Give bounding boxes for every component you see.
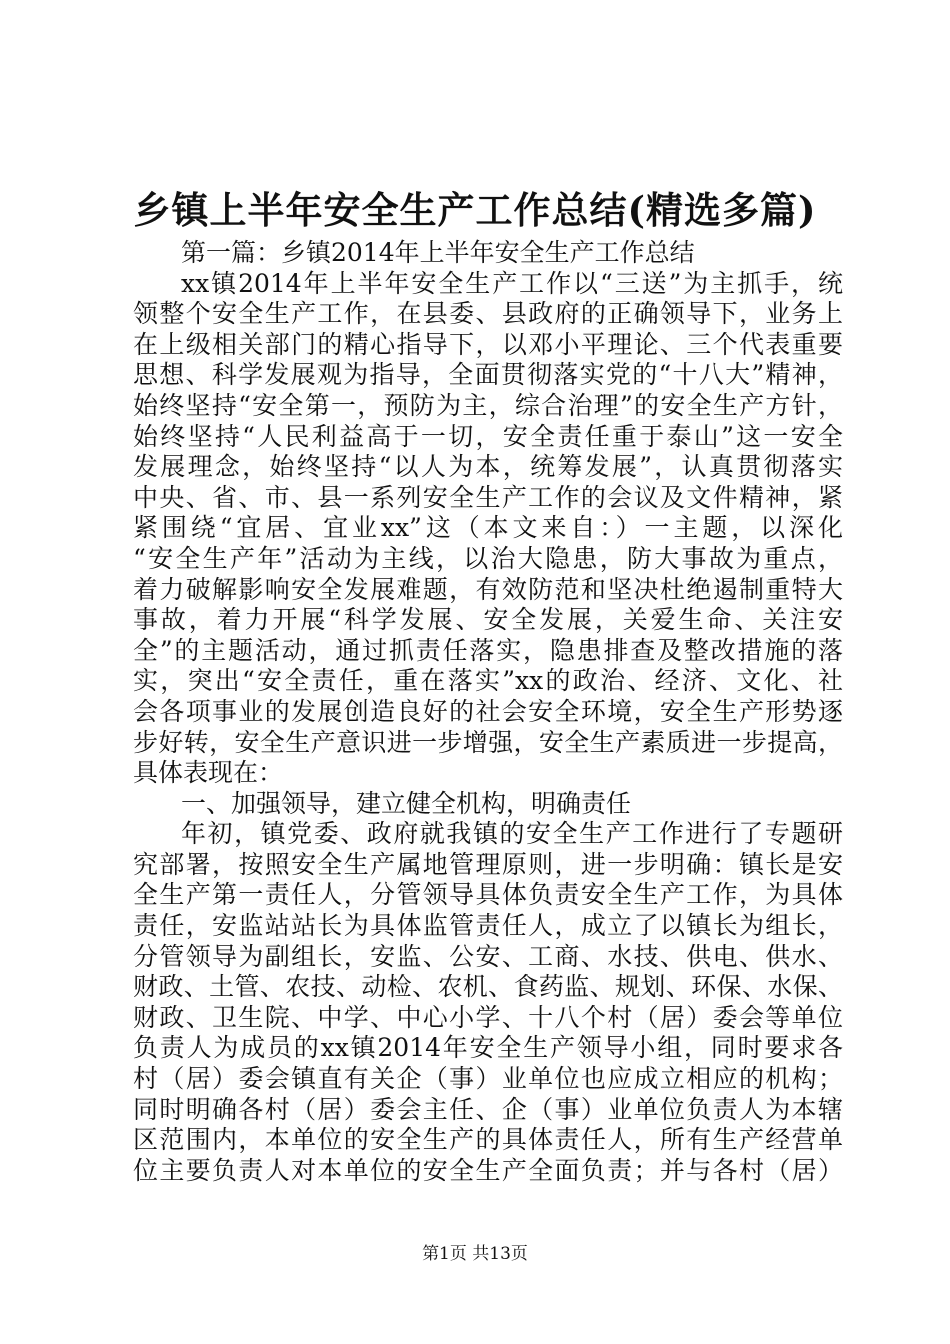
paragraph-line: 全生产第一责任人，分管领导具体负责安全生产工作，为具体 xyxy=(133,880,843,910)
paragraph-line: 分管领导为副组长，安监、公安、工商、水技、供电、供水、 xyxy=(133,941,843,971)
paragraph-line: 全”的主题活动，通过抓责任落实，隐患排查及整改措施的落 xyxy=(133,635,843,665)
paragraph-line: 发展理念，始终坚持“以人为本，统筹发展”，认真贯彻落实 xyxy=(133,452,843,482)
paragraph-line: xx镇2014年上半年安全生产工作以“三送”为主抓手，统 xyxy=(181,268,843,298)
paragraph-line: 村（居）委会镇直有关企（事）业单位也应成立相应的机构； xyxy=(133,1064,843,1094)
paragraph-line: 始终坚持“安全第一，预防为主，综合治理”的安全生产方针， xyxy=(133,390,843,420)
paragraph-line: 年初，镇党委、政府就我镇的安全生产工作进行了专题研 xyxy=(181,819,843,849)
paragraph-line: 紧围绕“宜居、宜业xx”这（本文来自：）一主题，以深化 xyxy=(133,513,843,543)
page-number-footer: 第1页 共13页 xyxy=(422,1244,528,1264)
paragraph-line: 在上级相关部门的精心指导下，以邓小平理论、三个代表重要 xyxy=(133,329,843,359)
paragraph-line: 区范围内，本单位的安全生产的具体责任人，所有生产经营单 xyxy=(133,1125,843,1155)
paragraph-line: 财政、土管、农技、动检、农机、食药监、规划、环保、水保、 xyxy=(133,972,843,1002)
paragraph-line: 究部署，按照安全生产属地管理原则，进一步明确：镇长是安 xyxy=(133,849,843,879)
section-heading-1: 第一篇：乡镇2014年上半年安全生产工作总结 xyxy=(181,238,695,267)
paragraph-line: 事故，着力开展“科学发展、安全发展，关爱生命、关注安 xyxy=(133,605,843,635)
section-heading-2: 一、加强领导，建立健全机构，明确责任 xyxy=(181,788,632,818)
paragraph-line: 负责人为成员的xx镇2014年安全生产领导小组，同时要求各 xyxy=(133,1033,843,1063)
paragraph-line: 同时明确各村（居）委会主任、企（事）业单位负责人为本辖 xyxy=(133,1094,843,1124)
document-title: 乡镇上半年安全生产工作总结(精选多篇) xyxy=(133,188,817,232)
paragraph-line: 财政、卫生院、中学、中心小学、十八个村（居）委会等单位 xyxy=(133,1002,843,1032)
paragraph-line: 会各项事业的发展创造良好的社会安全环境，安全生产形势逐 xyxy=(133,696,843,726)
paragraph-line: 思想、科学发展观为指导，全面贯彻落实党的“十八大”精神， xyxy=(133,360,843,390)
paragraph-line: 始终坚持“人民利益高于一切，安全责任重于泰山”这一安全 xyxy=(133,421,843,451)
paragraph-line: 着力破解影响安全发展难题，有效防范和坚决杜绝遏制重特大 xyxy=(133,574,843,604)
paragraph-line: 步好转，安全生产意识进一步增强，安全生产素质进一步提高， xyxy=(133,727,843,757)
paragraph-line: 责任，安监站站长为具体监管责任人，成立了以镇长为组长， xyxy=(133,911,843,941)
paragraph-line: 具体表现在： xyxy=(133,758,284,788)
document-body xyxy=(133,238,843,1186)
paragraph-line: 实，突出“安全责任，重在落实”xx的政治、经济、文化、社 xyxy=(133,666,843,696)
paragraph-line: 领整个安全生产工作，在县委、县政府的正确领导下，业务上 xyxy=(133,299,843,329)
paragraph-line: “安全生产年”活动为主线，以治大隐患，防大事故为重点， xyxy=(133,543,843,573)
paragraph-line: 位主要负责人对本单位的安全生产全面负责；并与各村（居） xyxy=(133,1155,843,1185)
paragraph-line: 中央、省、市、县一系列安全生产工作的会议及文件精神，紧 xyxy=(133,482,843,512)
